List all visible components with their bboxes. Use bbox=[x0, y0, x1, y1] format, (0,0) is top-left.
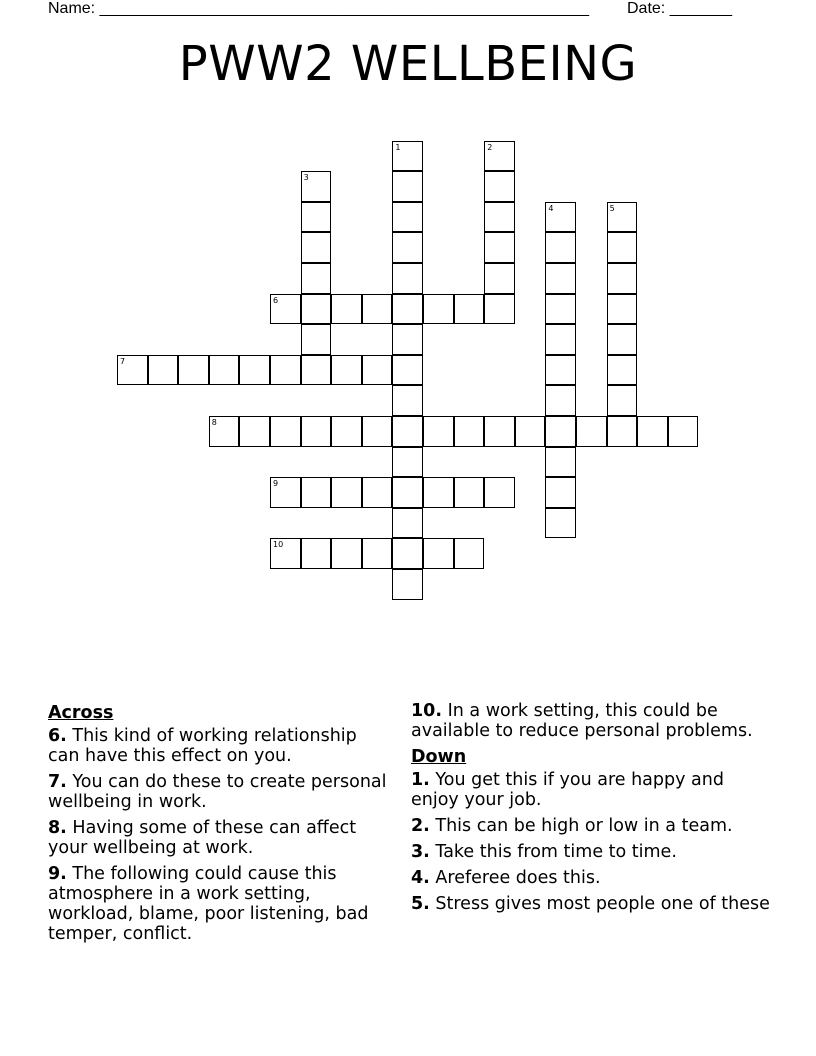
across-clue-7 bbox=[48, 772, 393, 812]
cell-number: 3 bbox=[303, 173, 309, 183]
grid-cell[interactable] bbox=[392, 538, 423, 569]
grid-cell[interactable] bbox=[454, 538, 485, 569]
grid-cell[interactable] bbox=[392, 508, 423, 539]
clue-text: Having some of these can affect your wellbeing at work. bbox=[48, 818, 357, 858]
cell-number: 8 bbox=[211, 418, 217, 427]
grid-cell[interactable] bbox=[270, 538, 301, 569]
grid-cell[interactable] bbox=[607, 416, 638, 447]
grid-cell[interactable] bbox=[545, 232, 576, 263]
grid-cell[interactable] bbox=[331, 538, 362, 569]
grid-cell[interactable] bbox=[362, 477, 393, 508]
grid-cell[interactable] bbox=[331, 355, 362, 386]
grid-cell[interactable] bbox=[270, 416, 301, 447]
clues-left-column bbox=[48, 701, 393, 950]
across-clue-6 bbox=[48, 726, 393, 766]
clues-right-column bbox=[411, 701, 776, 920]
grid-cell[interactable] bbox=[607, 232, 638, 263]
clue-text: The following could cause this atmosphere in a work setting, workload, blame, poor listening, bad temper, conflict. bbox=[48, 864, 369, 944]
grid-cell[interactable] bbox=[392, 355, 423, 386]
down-clue-2 bbox=[411, 816, 776, 836]
grid-cell[interactable] bbox=[301, 355, 332, 386]
grid-cell[interactable] bbox=[607, 263, 638, 294]
page-title: PWW2 WELLBEING bbox=[178, 36, 638, 92]
grid-cell[interactable] bbox=[484, 232, 515, 263]
grid-cell[interactable] bbox=[362, 294, 393, 325]
clue-text: Areferee does this. bbox=[435, 868, 601, 888]
grid-cell[interactable] bbox=[545, 294, 576, 325]
clue-number: 1. bbox=[411, 770, 430, 790]
grid-cell[interactable] bbox=[148, 355, 179, 386]
grid-cell[interactable] bbox=[454, 416, 485, 447]
down-clue-1 bbox=[411, 770, 776, 810]
name-line[interactable]: Name: _______________________________________________________ bbox=[48, 0, 589, 17]
grid-cell[interactable] bbox=[392, 477, 423, 508]
grid-cell[interactable] bbox=[607, 324, 638, 355]
grid-cell[interactable] bbox=[209, 355, 240, 386]
grid-cell[interactable] bbox=[484, 171, 515, 202]
grid-cell[interactable] bbox=[392, 141, 423, 172]
grid-cell[interactable] bbox=[392, 263, 423, 294]
grid-cell[interactable] bbox=[607, 294, 638, 325]
grid-cell[interactable] bbox=[270, 355, 301, 386]
grid-cell[interactable] bbox=[301, 232, 332, 263]
grid-cell[interactable] bbox=[270, 477, 301, 508]
grid-cell[interactable] bbox=[178, 355, 209, 386]
cell-number: 4 bbox=[548, 203, 554, 213]
cell-number: 10 bbox=[273, 540, 284, 550]
grid-cell[interactable] bbox=[668, 416, 699, 447]
across-clue-10 bbox=[411, 701, 776, 741]
grid-cell[interactable] bbox=[545, 263, 576, 294]
clue-text: You can do these to create personal wellbeing in work. bbox=[48, 772, 387, 812]
grid-cell[interactable] bbox=[607, 202, 638, 233]
down-clue-4 bbox=[411, 868, 776, 888]
grid-cell[interactable] bbox=[301, 263, 332, 294]
grid-cell[interactable] bbox=[301, 416, 332, 447]
clue-number: 9. bbox=[48, 864, 67, 884]
grid-cell[interactable] bbox=[301, 294, 332, 325]
grid-cell[interactable] bbox=[545, 355, 576, 386]
grid-cell[interactable] bbox=[331, 477, 362, 508]
grid-cell[interactable] bbox=[484, 263, 515, 294]
date-line[interactable]: Date: _______ bbox=[627, 0, 732, 17]
down-clue-5 bbox=[411, 894, 776, 914]
grid-cell[interactable] bbox=[515, 416, 546, 447]
down-heading: Down bbox=[411, 747, 467, 767]
grid-cell[interactable] bbox=[239, 355, 270, 386]
grid-cell[interactable] bbox=[239, 416, 270, 447]
cell-number: 5 bbox=[609, 203, 615, 213]
clue-number: 2. bbox=[411, 816, 430, 836]
grid-cell[interactable] bbox=[545, 385, 576, 416]
grid-cell[interactable] bbox=[362, 416, 393, 447]
grid-cell[interactable] bbox=[392, 416, 423, 447]
grid-cell[interactable] bbox=[362, 538, 393, 569]
grid-cell[interactable] bbox=[576, 416, 607, 447]
grid-cell[interactable] bbox=[301, 202, 332, 233]
cell-number: 1 bbox=[395, 142, 401, 152]
cell-number: 7 bbox=[120, 356, 126, 366]
grid-cell[interactable] bbox=[545, 447, 576, 478]
grid-cell[interactable] bbox=[392, 324, 423, 355]
clue-number: 4. bbox=[411, 868, 430, 888]
clue-text: This can be high or low in a team. bbox=[435, 816, 733, 836]
grid-cell[interactable] bbox=[392, 447, 423, 478]
grid-cell[interactable] bbox=[331, 416, 362, 447]
grid-cell[interactable] bbox=[484, 477, 515, 508]
grid-cell[interactable] bbox=[209, 416, 240, 447]
grid-cell[interactable] bbox=[117, 355, 148, 386]
grid-cell[interactable] bbox=[392, 202, 423, 233]
grid-cell[interactable] bbox=[454, 294, 485, 325]
clue-text: In a work setting, this could be available to reduce personal problems. bbox=[411, 701, 753, 741]
clue-text: This kind of working relationship can have this effect on you. bbox=[48, 726, 357, 766]
grid-cell[interactable] bbox=[484, 416, 515, 447]
clue-number: 7. bbox=[48, 772, 67, 792]
grid-cell[interactable] bbox=[545, 324, 576, 355]
grid-cell[interactable] bbox=[607, 355, 638, 386]
clue-text: You get this if you are happy and enjoy your job. bbox=[411, 770, 724, 810]
across-heading: Across bbox=[48, 703, 114, 723]
grid-cell[interactable] bbox=[392, 232, 423, 263]
cell-number: 6 bbox=[273, 295, 279, 305]
clue-number: 8. bbox=[48, 818, 67, 838]
grid-cell[interactable] bbox=[423, 477, 454, 508]
across-clue-8 bbox=[48, 818, 393, 858]
grid-cell[interactable] bbox=[454, 477, 485, 508]
grid-cell[interactable] bbox=[484, 294, 515, 325]
grid-cell[interactable] bbox=[392, 294, 423, 325]
grid-cell[interactable] bbox=[423, 416, 454, 447]
cell-number: 9 bbox=[273, 479, 279, 489]
grid-cell[interactable] bbox=[392, 385, 423, 416]
across-clue-9 bbox=[48, 864, 393, 944]
grid-cell[interactable] bbox=[545, 508, 576, 539]
down-clue-3 bbox=[411, 842, 776, 862]
clue-number: 5. bbox=[411, 894, 430, 914]
grid-cell[interactable] bbox=[301, 171, 332, 202]
grid-cell[interactable] bbox=[607, 385, 638, 416]
clue-number: 6. bbox=[48, 726, 67, 746]
cell-number: 2 bbox=[487, 142, 493, 152]
clue-text: Stress gives most people one of these bbox=[435, 894, 770, 914]
grid-cell[interactable] bbox=[545, 202, 576, 233]
grid-cell[interactable] bbox=[545, 416, 576, 447]
grid-cell[interactable] bbox=[392, 171, 423, 202]
grid-cell[interactable] bbox=[270, 294, 301, 325]
grid-cell[interactable] bbox=[301, 477, 332, 508]
grid-cell[interactable] bbox=[637, 416, 668, 447]
grid-cell[interactable] bbox=[331, 294, 362, 325]
grid-cell[interactable] bbox=[484, 202, 515, 233]
grid-cell[interactable] bbox=[545, 477, 576, 508]
clue-text: Take this from time to time. bbox=[435, 842, 677, 862]
grid-cell[interactable] bbox=[423, 538, 454, 569]
clue-number: 3. bbox=[411, 842, 430, 862]
grid-cell[interactable] bbox=[484, 141, 515, 172]
grid-cell[interactable] bbox=[301, 538, 332, 569]
grid-cell[interactable] bbox=[301, 324, 332, 355]
grid-cell[interactable] bbox=[362, 355, 393, 386]
grid-cell[interactable] bbox=[423, 294, 454, 325]
grid-cell[interactable] bbox=[392, 569, 423, 600]
clue-number: 10. bbox=[411, 701, 443, 721]
